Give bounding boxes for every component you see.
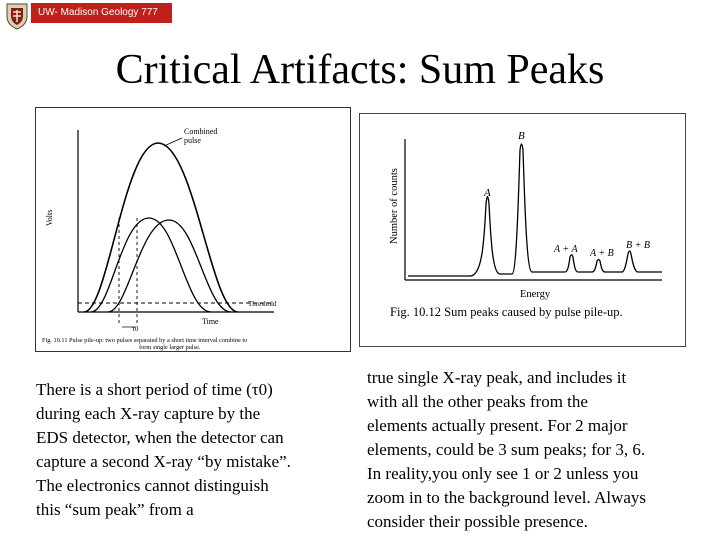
text-line: elements actually present. For 2 major: [367, 416, 628, 435]
right-caption: Fig. 10.12 Sum peaks caused by pulse pile-up.: [390, 305, 623, 319]
slide-title: Critical Artifacts: Sum Peaks: [115, 47, 605, 93]
sum-peaks-figure: [359, 113, 686, 347]
text-line: elements, could be 3 sum peaks; for 3, 6.: [367, 440, 646, 459]
text-line: with all the other peaks from the: [367, 392, 588, 411]
counts-axis-label: Number of counts: [389, 168, 400, 244]
pulse-label: pulse: [184, 136, 201, 145]
peak-b-label: B: [518, 130, 525, 142]
peak-a-label: A: [484, 187, 491, 199]
text-line: The electronics cannot distinguish: [36, 476, 269, 495]
text-line: during each X-ray capture by the: [36, 404, 261, 423]
text-line: true single X-ray peak, and includes it: [367, 368, 627, 387]
text-line: There is a short period of time (τ0): [36, 380, 273, 399]
text-line: In reality,you only see 1 or 2 unless you: [367, 464, 639, 483]
text-line: EDS detector, when the detector can: [36, 428, 284, 447]
spectrum-curve: [408, 144, 662, 276]
peak-ab-label: A + B: [590, 248, 614, 259]
peak-bb-label: B + B: [626, 240, 650, 251]
right-column-text: [367, 366, 702, 534]
energy-axis-label: Energy: [520, 289, 551, 300]
pulse-pileup-figure: [35, 107, 351, 352]
text-line: consider their possible presence.: [367, 512, 588, 531]
combined-label: Combined: [184, 127, 218, 136]
left-caption-line-1: Fig. 10.11 Pulse pile-up: two pulses separated by a short time interval combine to: [42, 337, 248, 344]
left-caption-line-2: form single larger pulse.: [139, 344, 201, 351]
university-crest-icon: [3, 2, 31, 30]
peak-aa-label: A + A: [554, 244, 578, 255]
text-line: zoom in to the background level. Always: [367, 488, 647, 507]
volts-axis-label: Volts: [45, 209, 54, 226]
time-axis-label: Time: [202, 317, 219, 326]
combined-pulse-curve: [84, 143, 238, 312]
threshold-label: Threshold: [248, 300, 277, 308]
course-header-tag: UW- Madison Geology 777: [31, 3, 172, 23]
left-column-text: [36, 378, 351, 522]
t0-label: τ0: [132, 325, 139, 333]
combined-pointer: [164, 138, 182, 146]
text-line: capture a second X-ray “by mistake”.: [36, 452, 291, 471]
text-line: this “sum peak” from a: [36, 500, 194, 519]
